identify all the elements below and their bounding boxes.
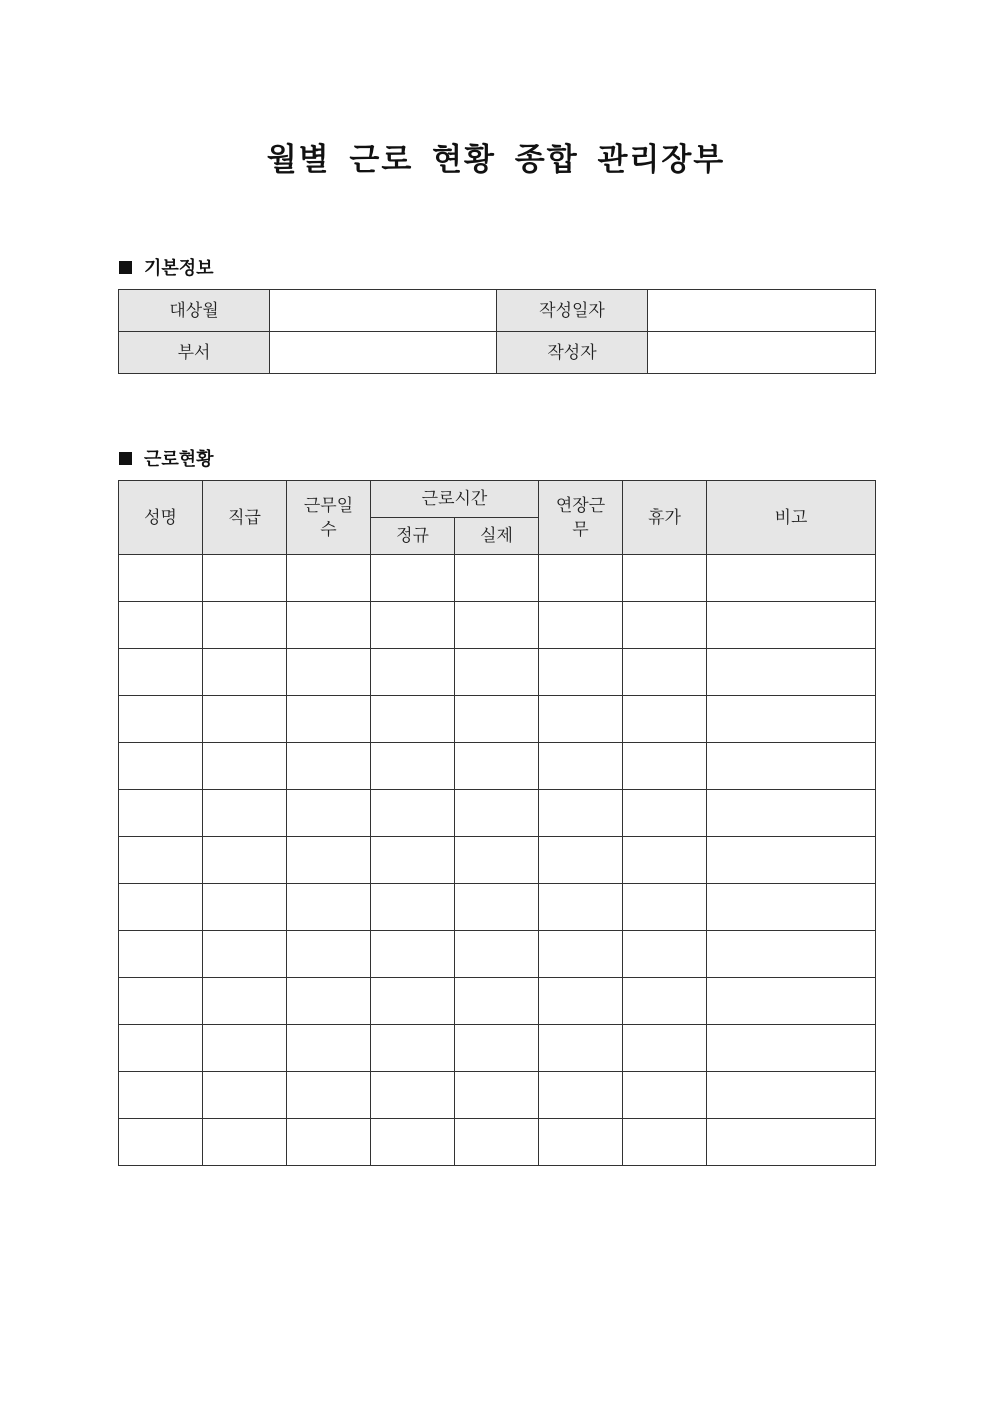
actual-hours-cell[interactable] <box>455 1025 539 1072</box>
remarks-cell[interactable] <box>707 696 876 743</box>
name-cell[interactable] <box>119 1119 203 1166</box>
rank-cell[interactable] <box>203 649 287 696</box>
basic-info-table <box>118 289 876 374</box>
department-label: 부서 <box>119 332 270 374</box>
target-month-label: 대상월 <box>119 290 270 332</box>
work-days-cell[interactable] <box>287 837 371 884</box>
rank-cell[interactable] <box>203 931 287 978</box>
overtime-cell[interactable] <box>539 884 623 931</box>
header-rank: 직급 <box>203 481 287 555</box>
name-cell[interactable] <box>119 1025 203 1072</box>
regular-hours-cell[interactable] <box>371 555 455 602</box>
header-overtime: 연장근무 <box>539 481 623 555</box>
work-days-cell[interactable] <box>287 649 371 696</box>
remarks-cell[interactable] <box>707 1119 876 1166</box>
remarks-cell[interactable] <box>707 649 876 696</box>
table-row <box>119 649 876 696</box>
leave-cell[interactable] <box>623 555 707 602</box>
table-row <box>119 1072 876 1119</box>
table-row <box>119 931 876 978</box>
overtime-cell[interactable] <box>539 931 623 978</box>
target-month-field[interactable] <box>270 290 497 332</box>
table-row <box>119 1025 876 1072</box>
table-row <box>119 1119 876 1166</box>
overtime-cell[interactable] <box>539 837 623 884</box>
name-cell[interactable] <box>119 884 203 931</box>
header-regular: 정규 <box>371 518 455 555</box>
leave-cell[interactable] <box>623 1072 707 1119</box>
work-days-cell[interactable] <box>287 1025 371 1072</box>
rank-cell[interactable] <box>203 743 287 790</box>
name-cell[interactable] <box>119 1072 203 1119</box>
overtime-cell[interactable] <box>539 1072 623 1119</box>
rank-cell[interactable] <box>203 790 287 837</box>
table-row <box>119 602 876 649</box>
name-cell[interactable] <box>119 649 203 696</box>
name-cell[interactable] <box>119 978 203 1025</box>
page-title: 월별 근로 현황 종합 관리장부 <box>266 142 726 178</box>
overtime-cell[interactable] <box>539 1119 623 1166</box>
basic-info-heading <box>119 254 214 280</box>
actual-hours-cell[interactable] <box>455 931 539 978</box>
square-bullet-icon <box>119 452 132 465</box>
table-row <box>119 884 876 931</box>
regular-hours-cell[interactable] <box>371 602 455 649</box>
remarks-cell[interactable] <box>707 555 876 602</box>
overtime-cell[interactable] <box>539 649 623 696</box>
work-days-cell[interactable] <box>287 1119 371 1166</box>
date-written-field[interactable] <box>648 290 876 332</box>
work-days-cell[interactable] <box>287 790 371 837</box>
remarks-cell[interactable] <box>707 602 876 649</box>
remarks-cell[interactable] <box>707 884 876 931</box>
regular-hours-cell[interactable] <box>371 837 455 884</box>
leave-cell[interactable] <box>623 649 707 696</box>
leave-cell[interactable] <box>623 696 707 743</box>
regular-hours-cell[interactable] <box>371 1119 455 1166</box>
actual-hours-cell[interactable] <box>455 978 539 1025</box>
name-cell[interactable] <box>119 743 203 790</box>
actual-hours-cell[interactable] <box>455 790 539 837</box>
table-row <box>119 743 876 790</box>
name-cell[interactable] <box>119 931 203 978</box>
work-status-heading-label: 근로현황 <box>144 449 214 470</box>
name-cell[interactable] <box>119 555 203 602</box>
author-label: 작성자 <box>497 332 648 374</box>
remarks-cell[interactable] <box>707 743 876 790</box>
regular-hours-cell[interactable] <box>371 649 455 696</box>
name-cell[interactable] <box>119 696 203 743</box>
table-row <box>119 837 876 884</box>
table-row <box>119 696 876 743</box>
overtime-cell[interactable] <box>539 696 623 743</box>
table-row <box>119 555 876 602</box>
regular-hours-cell[interactable] <box>371 743 455 790</box>
regular-hours-cell[interactable] <box>371 884 455 931</box>
actual-hours-cell[interactable] <box>455 696 539 743</box>
leave-cell[interactable] <box>623 931 707 978</box>
regular-hours-cell[interactable] <box>371 978 455 1025</box>
overtime-cell[interactable] <box>539 1025 623 1072</box>
leave-cell[interactable] <box>623 837 707 884</box>
actual-hours-cell[interactable] <box>455 602 539 649</box>
work-status-heading <box>119 445 214 471</box>
leave-cell[interactable] <box>623 790 707 837</box>
table-row <box>119 790 876 837</box>
basic-info-heading-label: 기본정보 <box>144 258 214 279</box>
leave-cell[interactable] <box>623 884 707 931</box>
work-days-cell[interactable] <box>287 602 371 649</box>
rank-cell[interactable] <box>203 978 287 1025</box>
leave-cell[interactable] <box>623 1119 707 1166</box>
rank-cell[interactable] <box>203 837 287 884</box>
regular-hours-cell[interactable] <box>371 931 455 978</box>
leave-cell[interactable] <box>623 602 707 649</box>
leave-cell[interactable] <box>623 1025 707 1072</box>
remarks-cell[interactable] <box>707 1025 876 1072</box>
rank-cell[interactable] <box>203 1119 287 1166</box>
name-cell[interactable] <box>119 837 203 884</box>
actual-hours-cell[interactable] <box>455 649 539 696</box>
remarks-cell[interactable] <box>707 978 876 1025</box>
rank-cell[interactable] <box>203 1072 287 1119</box>
actual-hours-cell[interactable] <box>455 743 539 790</box>
rank-cell[interactable] <box>203 555 287 602</box>
overtime-cell[interactable] <box>539 743 623 790</box>
remarks-cell[interactable] <box>707 837 876 884</box>
date-written-label: 작성일자 <box>497 290 648 332</box>
rank-cell[interactable] <box>203 884 287 931</box>
actual-hours-cell[interactable] <box>455 884 539 931</box>
rank-cell[interactable] <box>203 1025 287 1072</box>
work-days-cell[interactable] <box>287 1072 371 1119</box>
table-row <box>119 978 876 1025</box>
regular-hours-cell[interactable] <box>371 1025 455 1072</box>
overtime-cell[interactable] <box>539 602 623 649</box>
overtime-cell[interactable] <box>539 978 623 1025</box>
overtime-cell[interactable] <box>539 555 623 602</box>
regular-hours-cell[interactable] <box>371 790 455 837</box>
work-days-cell[interactable] <box>287 884 371 931</box>
actual-hours-cell[interactable] <box>455 555 539 602</box>
header-work-days: 근무일수 <box>287 481 371 555</box>
header-actual: 실제 <box>455 518 539 555</box>
overtime-cell[interactable] <box>539 790 623 837</box>
basic-info-row <box>119 332 876 374</box>
leave-cell[interactable] <box>623 978 707 1025</box>
leave-cell[interactable] <box>623 743 707 790</box>
remarks-cell[interactable] <box>707 1072 876 1119</box>
rank-cell[interactable] <box>203 602 287 649</box>
department-field[interactable] <box>270 332 497 374</box>
work-status-table <box>118 480 876 1166</box>
remarks-cell[interactable] <box>707 931 876 978</box>
header-remarks: 비고 <box>707 481 876 555</box>
header-row <box>119 481 876 518</box>
rank-cell[interactable] <box>203 696 287 743</box>
actual-hours-cell[interactable] <box>455 1072 539 1119</box>
name-cell[interactable] <box>119 790 203 837</box>
work-days-cell[interactable] <box>287 555 371 602</box>
basic-info-row <box>119 290 876 332</box>
actual-hours-cell[interactable] <box>455 837 539 884</box>
regular-hours-cell[interactable] <box>371 1072 455 1119</box>
header-name: 성명 <box>119 481 203 555</box>
name-cell[interactable] <box>119 602 203 649</box>
square-bullet-icon <box>119 261 132 274</box>
regular-hours-cell[interactable] <box>371 696 455 743</box>
work-days-cell[interactable] <box>287 978 371 1025</box>
work-days-cell[interactable] <box>287 743 371 790</box>
author-field[interactable] <box>648 332 876 374</box>
work-days-cell[interactable] <box>287 931 371 978</box>
actual-hours-cell[interactable] <box>455 1119 539 1166</box>
remarks-cell[interactable] <box>707 790 876 837</box>
work-days-cell[interactable] <box>287 696 371 743</box>
header-work-hours: 근로시간 <box>371 481 539 518</box>
header-leave: 휴가 <box>623 481 707 555</box>
